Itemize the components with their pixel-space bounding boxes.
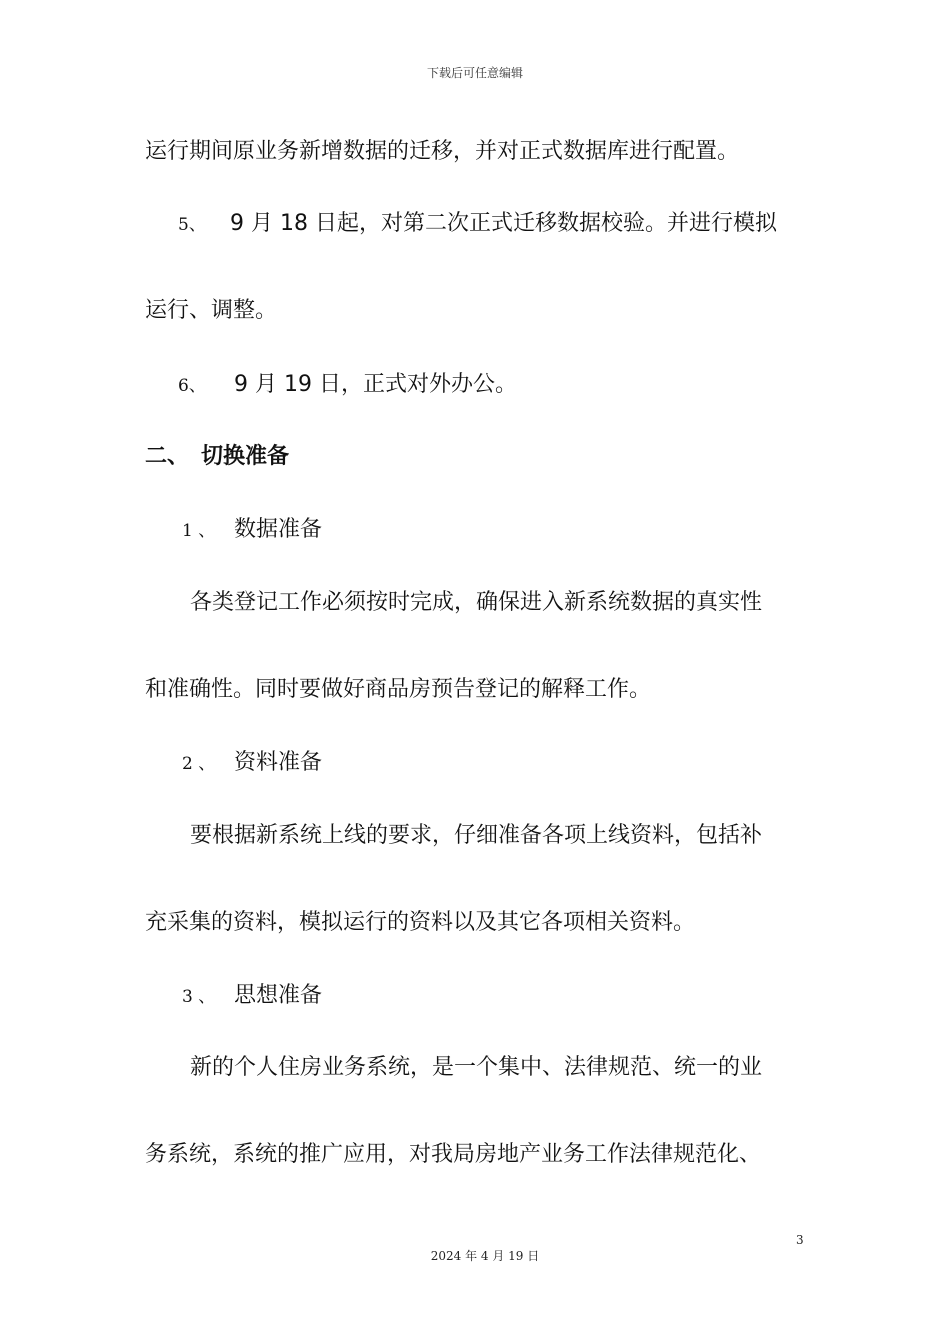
subsection-heading [182,515,322,546]
list-item-text: 9 月 19 日，正式对外办公。 [234,372,517,397]
paragraph-line: 运行期间原业务新增数据的迁移，并对正式数据库进行配置。 [145,139,740,164]
footer-date: 2024 年 4 月 19 日 [430,1249,540,1263]
paragraph-line: 要根据新系统上线的要求，仔细准备各项上线资料，包括补 [190,823,763,848]
subsection-title: 思想准备 [234,983,323,1008]
paragraph-line: 新的个人住房业务系统，是一个集中、法律规范、统一的业 [190,1055,763,1080]
list-item-5 [178,209,777,240]
section-number: 二、 [145,444,190,469]
subsection-title: 资料准备 [234,750,323,775]
page-number: 3 [796,1233,804,1247]
section-title: 切换准备 [201,444,290,469]
subsection-number: 2 、 [182,754,216,774]
subsection-heading [182,748,322,779]
list-item-number: 5、 [178,215,206,235]
subsection-number: 3 、 [182,987,216,1007]
subsection-title: 数据准备 [234,517,323,542]
list-item-6 [178,370,517,401]
paragraph-line: 运行、调整。 [145,298,278,323]
paragraph-line: 和准确性。同时要做好商品房预告登记的解释工作。 [145,677,652,702]
paragraph-line: 充采集的资料，模拟运行的资料以及其它各项相关资料。 [145,910,696,935]
header-note: 下载后可任意编辑 [426,66,523,80]
subsection-number: 1 、 [182,521,216,541]
paragraph-line: 各类登记工作必须按时完成，确保进入新系统数据的真实性 [190,590,763,615]
list-item-number: 6、 [178,376,206,396]
section-heading [145,442,289,472]
list-item-text: 9 月 18 日起，对第二次正式迁移数据校验。并进行模拟 [230,211,777,236]
paragraph-line: 务系统，系统的推广应用，对我局房地产业务工作法律规范化、 [145,1142,762,1167]
subsection-heading [182,981,322,1012]
